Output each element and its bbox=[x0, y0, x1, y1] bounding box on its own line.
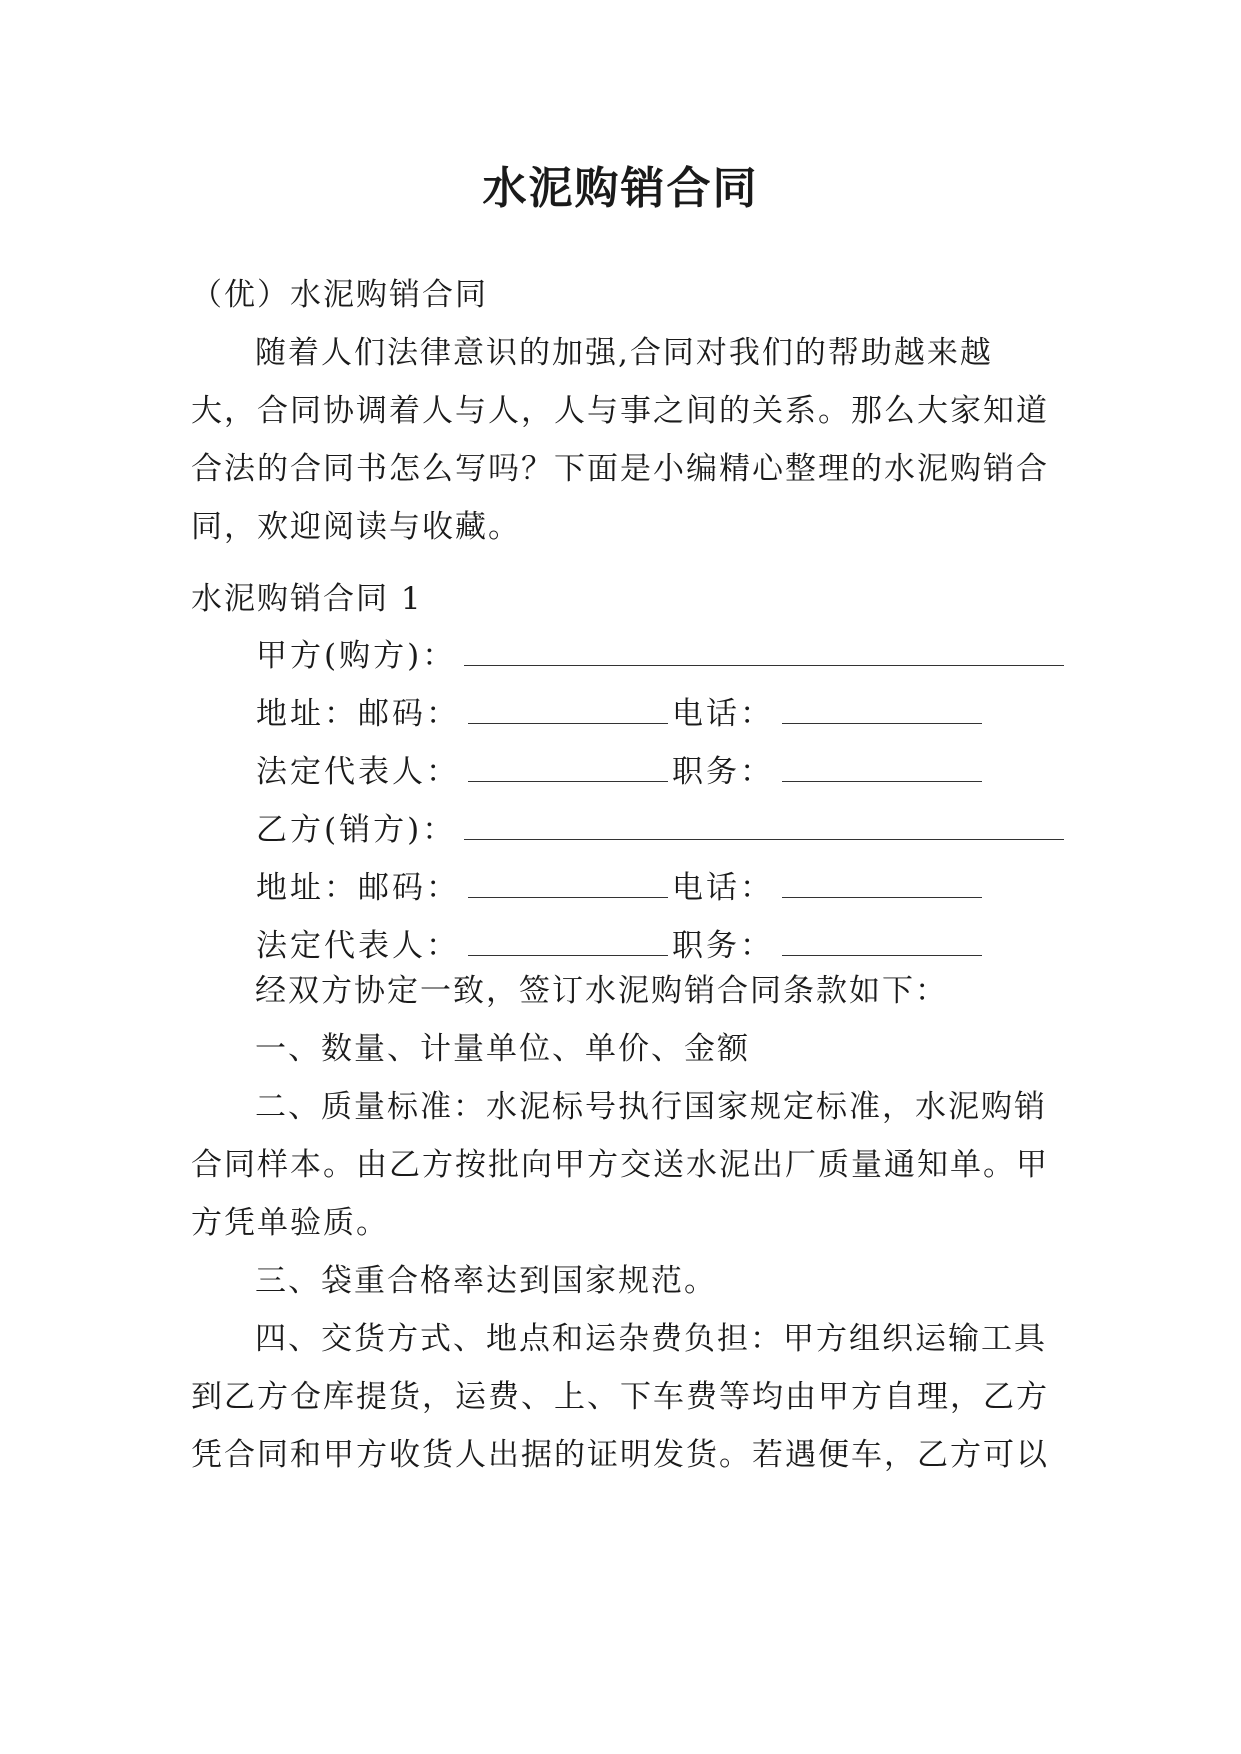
party-a-phone-row bbox=[672, 688, 982, 733]
party-a-rep-row bbox=[256, 746, 668, 791]
clause-2: 二、质量标准：水泥标号执行国家规定标准，水泥购销合同样本。由乙方按批向甲方交送水泥出厂质量通知单。甲方凭单验质。 bbox=[191, 1089, 1049, 1241]
party-b-address-label: 地址：邮码： bbox=[256, 870, 460, 906]
party-a-name-field[interactable] bbox=[464, 639, 1064, 666]
clause-1: 一、数量、计量单位、单价、金额 bbox=[255, 1031, 750, 1067]
clause-4: 四、交货方式、地点和运杂费负担：甲方组织运输工具到乙方仓库提货，运费、上、下车费等均由甲方自理，乙方凭合同和甲方收货人出据的证明发货。若遇便车，乙方可以 bbox=[191, 1321, 1049, 1473]
party-b-rep-field[interactable] bbox=[468, 929, 668, 956]
party-a-address-row bbox=[256, 688, 668, 733]
party-b-address-row bbox=[256, 862, 668, 907]
document-title: 水泥购销合同 bbox=[482, 163, 759, 214]
party-b-position-field[interactable] bbox=[782, 929, 982, 956]
party-a-position-field[interactable] bbox=[782, 755, 982, 782]
party-a-address-label: 地址：邮码： bbox=[256, 696, 460, 732]
party-a-position-row bbox=[672, 746, 982, 791]
party-a-name-row bbox=[256, 630, 1064, 675]
party-b-name-label: 乙方(销方)： bbox=[256, 812, 457, 848]
party-a-rep-label: 法定代表人： bbox=[256, 754, 460, 790]
party-a-position-label: 职务： bbox=[672, 754, 774, 790]
party-b-phone-field[interactable] bbox=[782, 871, 982, 898]
intro-heading: （优）水泥购销合同 bbox=[191, 277, 488, 313]
terms-section bbox=[191, 962, 1051, 1484]
party-b-phone-row bbox=[672, 862, 982, 907]
party-b-name-field[interactable] bbox=[464, 813, 1064, 840]
contract-heading: 水泥购销合同 1 bbox=[191, 581, 423, 617]
party-b-name-row bbox=[256, 804, 1064, 849]
intro-paragraph: 随着人们法律意识的加强,合同对我们的帮助越来越大，合同协调着人与人，人与事之间的关系。那么大家知道合法的合同书怎么写吗？下面是小编精心整理的水泥购销合同，欢迎阅读与收藏。 bbox=[191, 335, 1049, 545]
party-a-rep-field[interactable] bbox=[468, 755, 668, 782]
party-b-phone-label: 电话： bbox=[672, 870, 774, 906]
intro-section bbox=[191, 266, 1051, 556]
party-b-position-row bbox=[672, 920, 982, 965]
party-b-rep-label: 法定代表人： bbox=[256, 928, 460, 964]
party-a-postcode-field[interactable] bbox=[468, 697, 668, 724]
clause-3: 三、袋重合格率达到国家规范。 bbox=[255, 1263, 717, 1299]
party-a-phone-label: 电话： bbox=[672, 696, 774, 732]
agreement-line: 经双方协定一致，签订水泥购销合同条款如下： bbox=[255, 973, 948, 1009]
party-a-phone-field[interactable] bbox=[782, 697, 982, 724]
party-b-postcode-field[interactable] bbox=[468, 871, 668, 898]
party-b-rep-row bbox=[256, 920, 668, 965]
party-b-position-label: 职务： bbox=[672, 928, 774, 964]
party-a-name-label: 甲方(购方)： bbox=[256, 638, 457, 674]
